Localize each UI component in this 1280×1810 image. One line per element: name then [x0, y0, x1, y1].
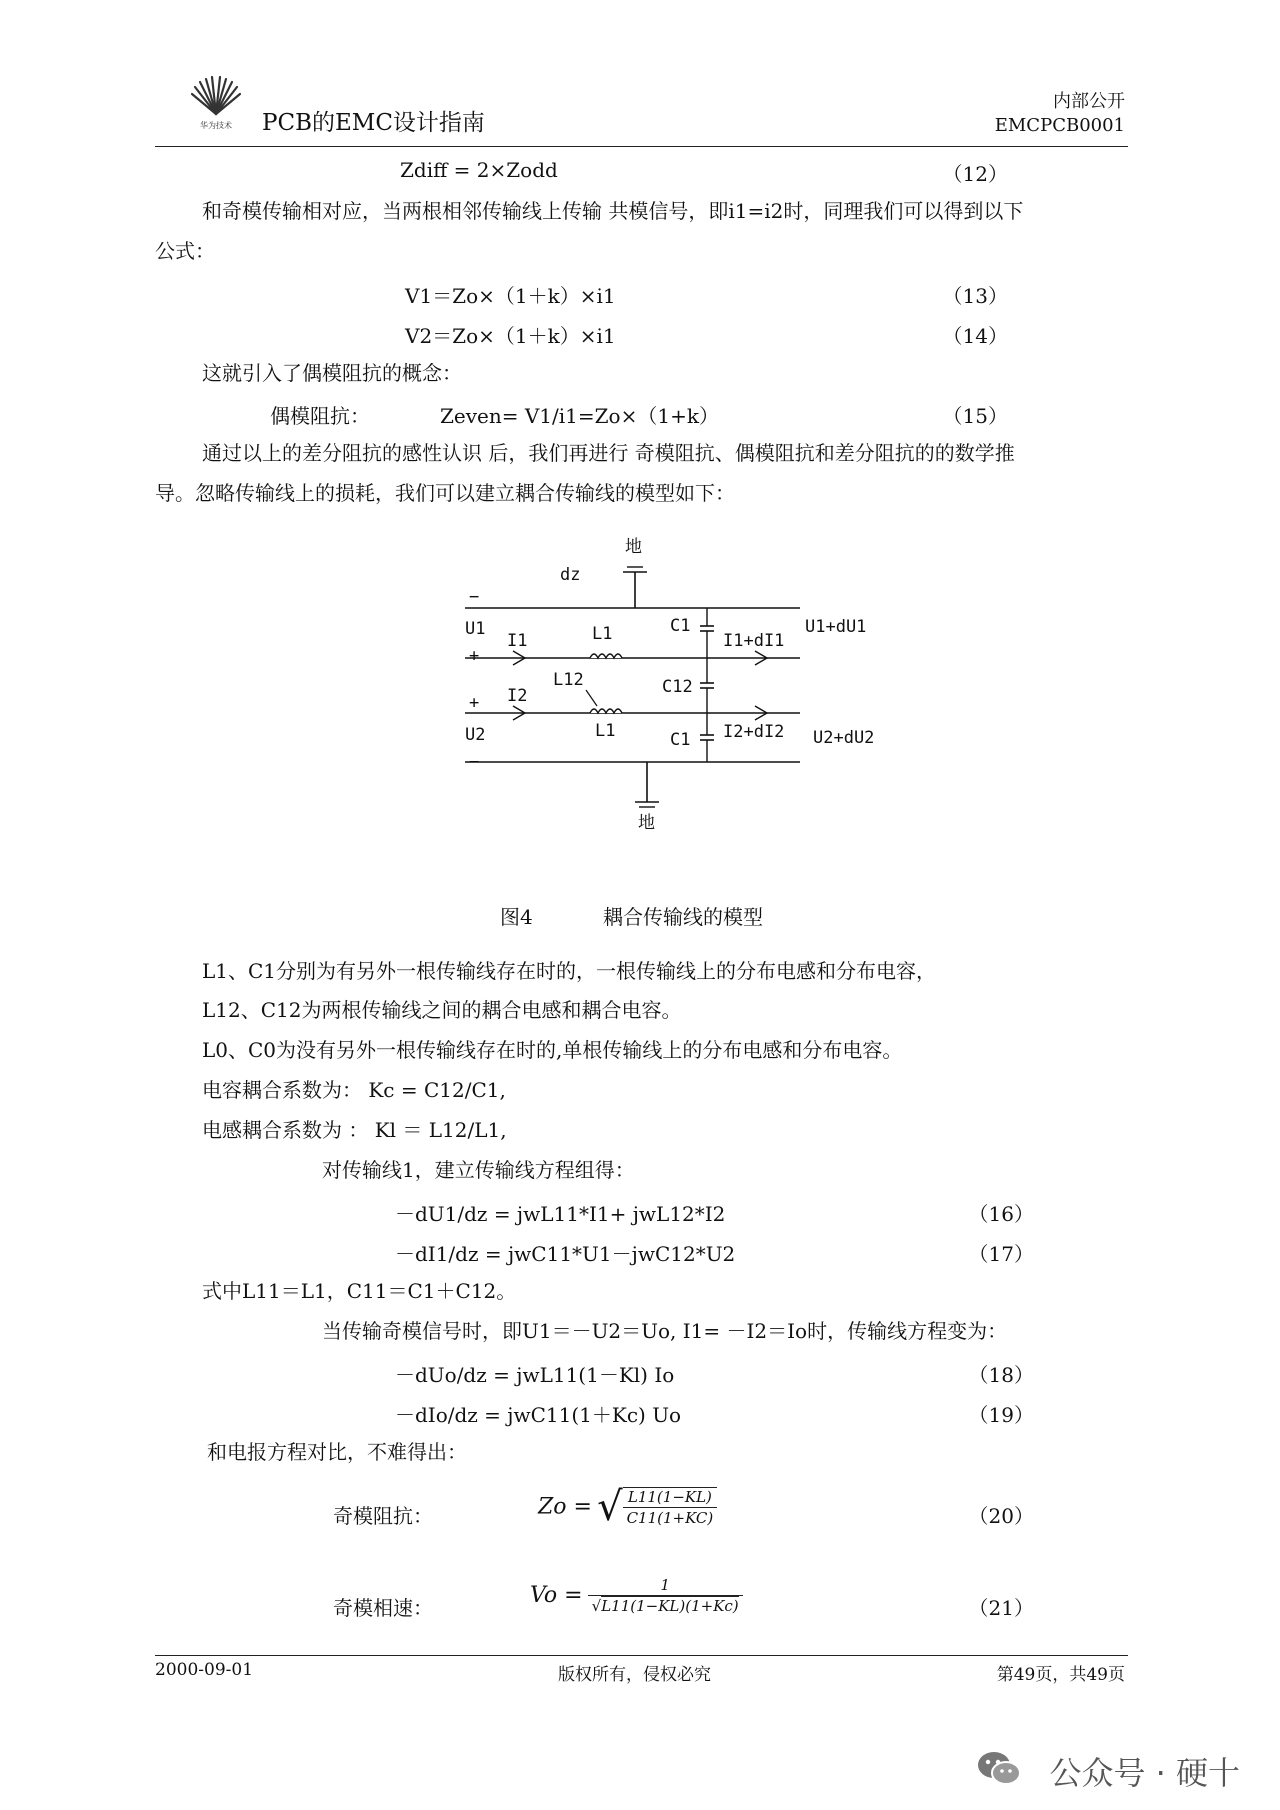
- paragraph-derivation: 通过以上的差分阻抗的感性认识 后，我们再进行 奇模阻抗、偶模阻抗和差分阻抗的的数学推: [202, 441, 1015, 465]
- equation-20: Zo = √ $\frac{L11(1-KL)}{C11(1+KC)}$: [538, 1484, 717, 1530]
- paragraph-even-mode-intro: 这就引入了偶模阻抗的概念：: [202, 361, 462, 385]
- classification-label: 内部公开: [1053, 91, 1125, 112]
- definition-kl: 电感耦合系数为 ： Kl ＝ L12/L1,: [202, 1118, 507, 1142]
- minus-top-label: −: [469, 587, 480, 607]
- equation-12: Zdiff = 2×Zodd: [400, 158, 558, 182]
- equation-21-number: （21）: [968, 1596, 1034, 1620]
- equation-20-number: （20）: [968, 1504, 1034, 1528]
- c1-top-label: C1: [670, 616, 691, 636]
- paragraph-comparison: 和电报方程对比，不难得出：: [207, 1440, 467, 1464]
- ground-bottom-label: 地: [638, 813, 655, 833]
- svg-text:华为技术: 华为技术: [200, 121, 232, 130]
- equation-16-number: （16）: [968, 1202, 1034, 1226]
- equation-21: Vo = $\frac{1}{√L11(1-KL)(1+Kc)}$: [530, 1576, 743, 1615]
- c1-bottom-label: C1: [670, 730, 691, 750]
- i1-label: I1: [507, 631, 528, 651]
- inductor-l1-top: [590, 654, 622, 658]
- equation-17-number: （17）: [968, 1242, 1034, 1266]
- equation-21-label: 奇模相速：: [333, 1596, 433, 1620]
- plus-1-label: +: [469, 646, 480, 666]
- u1-out-label: U1+dU1: [805, 617, 867, 637]
- sqrt-symbol: √: [597, 1484, 623, 1530]
- inductor-l1-bottom: [590, 709, 622, 713]
- equation-14-number: （14）: [942, 324, 1008, 348]
- equation-19: －dIo/dz = jwC11(1＋Kc) Uo: [395, 1403, 682, 1427]
- minus-bottom-label: −: [469, 752, 480, 772]
- equation-13: V1＝Zo×（1＋k）×i1: [405, 284, 616, 308]
- definition-l0-c0: L0、C0为没有另外一根传输线存在时的,单根传输线上的分布电感和分布电容。: [202, 1038, 903, 1062]
- wechat-icon: [975, 1748, 1023, 1792]
- header-rule: [155, 146, 1128, 147]
- equation-17: －dI1/dz = jwC11*U1－jwC12*U2: [395, 1242, 736, 1266]
- c12-label: C12: [662, 677, 693, 697]
- definition-l12-c12: L12、C12为两根传输线之间的耦合电感和耦合电容。: [202, 998, 682, 1022]
- equation-15: Zeven= V1/i1=Zo×（1+k）: [440, 404, 719, 428]
- u2-out-label: U2+dU2: [813, 728, 875, 748]
- definition-kc: 电容耦合系数为： Kc = C12/C1,: [202, 1078, 506, 1102]
- equation-18-number: （18）: [968, 1363, 1034, 1387]
- watermark-text: 公众号 · 硬十: [1049, 1754, 1240, 1792]
- equation-20-label: 奇模阻抗：: [333, 1504, 433, 1528]
- footer-copyright: 版权所有，侵权必究: [558, 1665, 711, 1685]
- figure-caption-text: 耦合传输线的模型: [603, 905, 763, 929]
- ground-top-label: 地: [625, 537, 642, 557]
- document-id: EMCPCB0001: [994, 115, 1125, 136]
- i2-label: I2: [507, 686, 528, 706]
- equation-18: －dUo/dz = jwL11(1－Kl) Io: [395, 1363, 675, 1387]
- l1-bottom-label: L1: [595, 721, 616, 741]
- paragraph-equation-set: 对传输线1，建立传输线方程组得：: [322, 1158, 635, 1182]
- equation-13-number: （13）: [942, 284, 1008, 308]
- paragraph-where: 式中L11＝L1，C11＝C1＋C12。: [202, 1279, 517, 1303]
- dz-label: dz: [560, 565, 581, 585]
- paragraph-odd-mode: 当传输奇模信号时，即U1＝－U2＝Uo, I1= －I2＝Io时，传输线方程变为：: [322, 1319, 1008, 1343]
- paragraph-common-mode-cont: 公式：: [155, 239, 215, 263]
- equation-12-number: （12）: [942, 162, 1008, 186]
- u1-label: U1: [465, 619, 486, 639]
- figure-caption-number: 图4: [500, 905, 533, 929]
- equation-15-label: 偶模阻抗：: [270, 404, 370, 428]
- equation-15-number: （15）: [942, 404, 1008, 428]
- equation-16: －dU1/dz = jwL11*I1+ jwL12*I2: [395, 1202, 726, 1226]
- i2-out-label: I2+dI2: [723, 722, 785, 742]
- equation-19-number: （19）: [968, 1403, 1034, 1427]
- i1-out-label: I1+dI1: [723, 631, 785, 651]
- footer-rule: [155, 1655, 1128, 1656]
- footer-page-number: 第49页，共49页: [996, 1665, 1125, 1685]
- coupled-line-diagram: [425, 530, 875, 844]
- equation-14: V2＝Zo×（1＋k）×i1: [405, 324, 616, 348]
- definition-l1-c1: L1、C1分别为有另外一根传输线存在时的，一根传输线上的分布电感和分布电容，: [202, 959, 937, 983]
- mutual-coupling-mark: [586, 690, 597, 706]
- l12-label: L12: [553, 670, 584, 690]
- footer-date: 2000-09-01: [155, 1660, 254, 1680]
- u2-label: U2: [465, 725, 486, 745]
- paragraph-common-mode: 和奇模传输相对应，当两根相邻传输线上传输 共模信号，即i1=i2时，同理我们可以得到以下: [202, 199, 1024, 223]
- plus-2-label: +: [469, 693, 480, 713]
- company-logo: [186, 76, 246, 132]
- document-title: PCB的EMC设计指南: [262, 110, 485, 136]
- l1-top-label: L1: [592, 624, 613, 644]
- paragraph-derivation-cont: 导。忽略传输线上的损耗，我们可以建立耦合传输线的模型如下：: [155, 481, 735, 505]
